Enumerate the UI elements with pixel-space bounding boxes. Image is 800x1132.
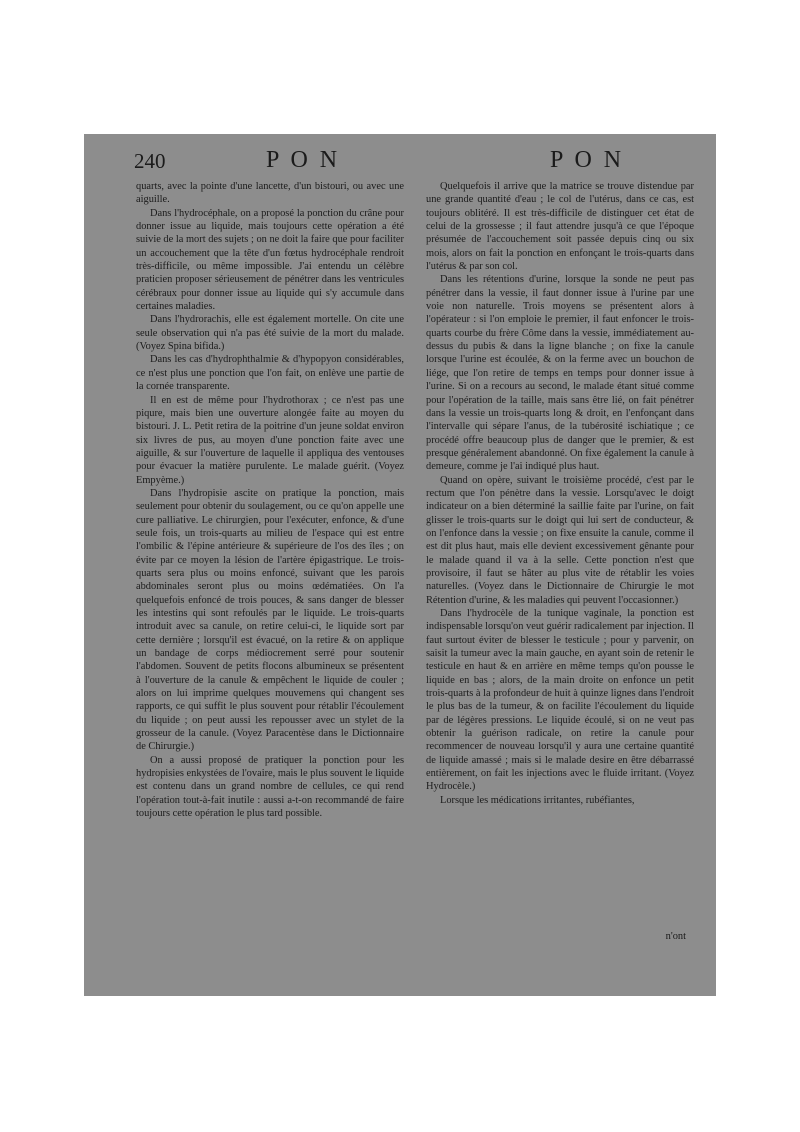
page-header: [120, 146, 694, 180]
catchword: n'ont: [665, 931, 686, 942]
paragraph: Dans les cas d'hydrophthalmie & d'hypopyon considérables, ce n'est plus une ponction que l'on fait, on enlève une partie de la cornée transparente.: [136, 354, 404, 393]
paragraph: Dans l'hydrocéphale, on a proposé la ponction du crâne pour donner issue au liquide, mais toujours cette opération a été suivie de la mort des sujets ; on ne doit la faire que pour faciliter un accouchement que la tête d'un fœtus hydrocéphale rendroit très-difficile, ou même impossible. J'ai entendu un célèbre praticien proposer sérieusement de pénétrer dans les ventricules cérébraux pour donner issue au liquide qui s'y accumule dans certaines maladies.: [136, 207, 404, 313]
paragraph: Dans l'hydropisie ascite on pratique la ponction, mais seulement pour obtenir du soulagement, ou ce qu'on appelle une cure palliative. Le chirurgien, pour l'exécuter, enfonce, & d'une seule fois, un trois-quarts au milieu de l'espace qui est entre l'ombilic & l'épine antérieure & supérieure de l'os des îles ; on évite par ce moyen la lésion de l'artère épigastrique. Le trois-quarts sera plus ou moins enfoncé, suivant que les parois abdominales seront plus ou moins œdématiées. On l'a quelquefois enfoncé de trois pouces, & sans danger de blesser les intestins qui sont refoulés par le liquide. Le trois-quarts introduit avec sa canule, on retire celui-ci, le liquide sort par cette dernière ; lorsqu'il est évacué, on la retire & on applique un bandage de corps médiocrement serré pour soutenir l'abdomen. Souvent de petits flocons albumineux se présentent à l'ouverture de la canule & empêchent le liquide de couler ; alors on lui imprime quelques mouvemens qui changent ses rapports, ce qui suffit le plus souvent pour rétablir l'écoulement du liquide ; on peut aussi les repousser avec un stylet de la grosseur de la canule. (Voyez Paracentèse dans le Dictionnaire de Chirurgie.): [136, 487, 404, 753]
running-head-right: P O N: [550, 147, 625, 173]
page-number: 240: [134, 149, 166, 173]
paragraph: Dans l'hydrocèle de la tunique vaginale, la ponction est indispensable lorsqu'on veut guérir radicalement par injection. Il faut surtout éviter de blesser le testicule ; pour y parvenir, on saisit la tumeur avec la main gauche, en ayant soin de retenir le testicule en haut & en arrière en même temps qu'on pousse le liquide en bas ; alors, de la main droite on enfonce un petit trois-quarts à la profondeur de huit à quinze lignes dans l'endroit le plus bas de la tumeur, & on facilite l'écoulement du liquide par de légères pressions. Le liquide écoulé, si on ne veut pas obtenir la guérison radicale, on retire la canule pour recommencer de nouveau lorsqu'il y aura une certaine quantité de liquide amassé ; mais si le malade desire en être débarrassé entièrement, on fait les injections avec le fluide irritant. (Voyez Hydrocèle.): [426, 608, 694, 793]
scanned-page: [84, 134, 716, 996]
right-column: [426, 180, 694, 807]
paragraph: On a aussi proposé de pratiquer la ponction pour les hydropisies enkystées de l'ovaire, mais le plus souvent le liquide est contenu dans un grand nombre de cellules, ce qui rend l'opération tout-à-fait inutile : aussi a-t-on recommandé de faire toujours cette opération le plus tard possible.: [136, 754, 404, 820]
text-columns: [120, 180, 694, 990]
running-head-left: P O N: [266, 147, 341, 173]
paragraph: Quelquefois il arrive que la matrice se trouve distendue par une grande quantité d'eau ; le col de l'utérus, dans ce cas, est toujours oblitéré. Il est très-difficile de distinguer cet état de celui de la grossesse ; il faut attendre jusqu'à ce que l'époque présumée de l'accouchement soit passée depuis cinq ou six mois, alors on fait la ponction en enfonçant le trois-quarts dans l'utérus & par son col.: [426, 181, 694, 273]
paragraph: Dans les rétentions d'urine, lorsque la sonde ne peut pas pénétrer dans la vessie, il faut donner issue à l'urine par une voie non naturelle. Trois moyens se présentent alors à l'opérateur : si l'on emploie le premier, il faut enfoncer le trois-quarts courbe du frère Côme dans la vessie, immédiatement au-dessus du pubis & dans la ligne blanche ; on fixe la canule lorsque l'urine est écoulée, & on la ferme avec un bouchon de liége, que l'on retire de temps en temps pour donner issue à l'urine. Si on a recours au second, le malade étant situé comme pour l'opération de la taille, mais sans être lié, on fait pénétrer dans la vessie un trois-quarts long & droit, en l'enfonçant dans l'intervalle qui sépare l'anus, de la tubérosité ischiatique ; ce procédé offre beaucoup plus de danger que le premier, & est presque généralement abandonné. On fixe également la canule à demeure, comme je l'ai indiqué plus haut.: [426, 274, 694, 473]
paragraph: quarts, avec la pointe d'une lancette, d'un bistouri, ou avec une aiguille.: [136, 181, 404, 206]
left-column: [136, 180, 404, 821]
paragraph: Il en est de même pour l'hydrothorax ; ce n'est pas une piqure, mais bien une ouverture alongée faite au moyen du bistouri. J. L. Petit retira de la poitrine d'un jeune soldat environ six livres de pus, au moyen d'une ponction faite avec une aiguille, & sur l'ouverture de laquelle il appliqua des ventouses pour évacuer la matière purulente. Le malade guérit. (Voyez Empyème.): [136, 394, 404, 486]
paragraph: Dans l'hydrorachis, elle est également mortelle. On cite une seule observation qui n'a pas été suivie de la mort du malade. (Voyez Spina bifida.): [136, 314, 404, 353]
paragraph: Quand on opère, suivant le troisième procédé, c'est par le rectum que l'on pénètre dans la vessie. Lorsqu'avec le doigt indicateur on a bien déterminé la saillie faite par l'urine, on fait glisser le trois-quarts sur le doigt qui lui sert de conducteur, & on l'enfonce dans la vessie ; on fixe ensuite la canule, comme il est dit plus haut, mais elle devient excessivement gênante pour le malade quand il va à la selle. Cette ponction n'est que provisoire, il faut se hâter au plus vite de rétablir les voies naturelles. (Voyez dans le Dictionnaire de Chirurgie le mot Rétention d'urine, & les maladies qui peuvent l'occasionner.): [426, 474, 694, 606]
paragraph: Lorsque les médications irritantes, rubéfiantes,: [440, 794, 635, 806]
